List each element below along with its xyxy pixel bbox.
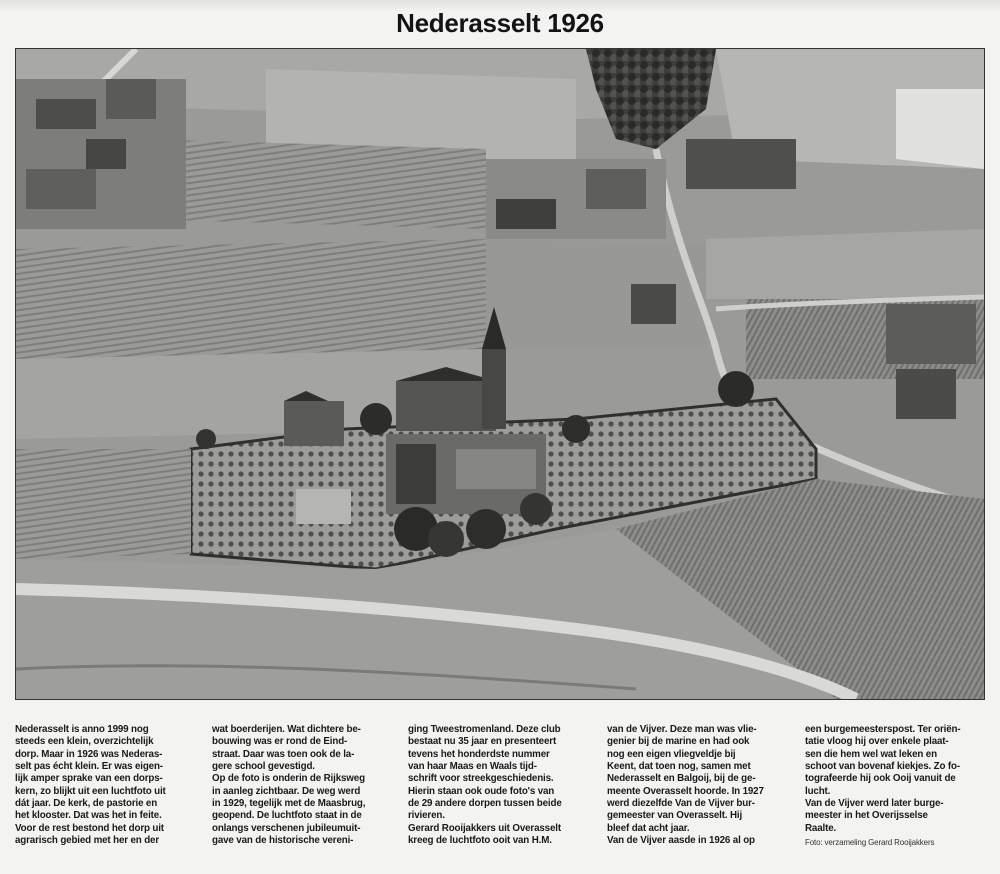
- text-line: van haar Maas en Waals tijd-: [408, 761, 537, 773]
- text-line: onlangs verschenen jubileumuit-: [212, 822, 361, 834]
- aerial-photo-illustration: [16, 49, 984, 699]
- text-line: kreeg de luchtfoto ooit van H.M.: [408, 835, 552, 847]
- text-line: gemeester van Overasselt. Hij: [607, 810, 743, 822]
- text-line: Raalte.: [805, 822, 837, 834]
- text-line: steeds een klein, overzichtelijk: [15, 736, 154, 748]
- text-line: Nederasselt en Balgoij, bij de ge-: [607, 773, 756, 785]
- text-line: Van de Vijver aasde in 1926 al op: [607, 835, 755, 847]
- article-column-2: [212, 724, 390, 847]
- text-line: Voor de rest bestond het dorp uit: [15, 822, 164, 834]
- text-line: werd diezelfde Van de Vijver bur-: [607, 798, 755, 810]
- text-line: sen die hem wel wat leken en: [805, 748, 937, 760]
- text-line: Hierin staan ook oude foto's van: [408, 785, 555, 797]
- text-line: Keent, dat toen nog, samen met: [607, 761, 751, 773]
- text-line: rivieren.: [408, 810, 445, 822]
- text-line: genier bij de marine en had ook: [607, 736, 750, 748]
- article-column-4: [607, 724, 785, 847]
- text-line: dát jaar. De kerk, de pastorie en: [15, 798, 158, 810]
- page-title: Nederasselt 1926: [396, 8, 604, 38]
- text-line: Nederasselt is anno 1999 nog: [15, 724, 149, 735]
- text-line: bleef dat acht jaar.: [607, 822, 690, 834]
- text-line: dorp. Maar in 1926 was Nederas-: [15, 748, 163, 760]
- text-line: de 29 andere dorpen tussen beide: [408, 798, 562, 810]
- text-line: bestaat nu 35 jaar en presenteert: [408, 736, 557, 748]
- article-body: [15, 724, 985, 874]
- text-line: meester in het Overijsselse: [805, 810, 928, 822]
- text-line: gave van de historische vereni-: [212, 835, 354, 847]
- text-line: Op de foto is onderin de Rijksweg: [212, 773, 365, 785]
- text-line: straat. Daar was toen ook de la-: [212, 748, 355, 760]
- text-line: tevens het honderdste nummer: [408, 748, 550, 760]
- text-line: selt pas écht klein. Er was eigen-: [15, 761, 163, 773]
- text-line: wat boerderijen. Wat dichtere be-: [212, 724, 361, 735]
- text-line: ging Tweestromenland. Deze club: [408, 724, 561, 735]
- text-line: schoot van bovenaf kiekjes. Zo fo-: [805, 761, 960, 773]
- article-column-1: [15, 724, 193, 847]
- text-line: agrarisch gebied met her en der: [15, 835, 159, 847]
- photo-credit: Foto: verzameling Gerard Rooijakkers: [805, 838, 935, 848]
- text-line: meente Overasselt hoorde. In 1927: [607, 785, 764, 797]
- text-line: Gerard Rooijakkers uit Overasselt: [408, 822, 561, 834]
- text-line: gere school gevestigd.: [212, 761, 315, 773]
- text-line: lijk amper sprake van een dorps-: [15, 773, 163, 785]
- text-line: tografeerde hij ook Ooij vanuit de: [805, 773, 956, 785]
- text-line: in aanleg zichtbaar. De weg werd: [212, 785, 361, 797]
- text-line: tatie vloog hij over enkele plaat-: [805, 736, 949, 748]
- text-line: in 1929, tegelijk met de Maasbrug,: [212, 798, 366, 810]
- text-line: bouwing was er rond de Eind-: [212, 736, 348, 748]
- article-column-3: [408, 724, 586, 847]
- text-line: lucht.: [805, 785, 831, 797]
- text-line: een burgemeesterspost. Ter oriën-: [805, 724, 961, 735]
- text-line: nog een eigen vliegveldje bij: [607, 748, 736, 760]
- text-line: Van de Vijver werd later burge-: [805, 798, 944, 810]
- text-line: schrift voor streekgeschiedenis.: [408, 773, 554, 785]
- text-line: kern, zo blijkt uit een luchtfoto uit: [15, 785, 166, 797]
- aerial-photograph: [15, 48, 985, 700]
- article-column-5: [805, 724, 983, 848]
- text-line: het klooster. Dat was het in feite.: [15, 810, 162, 822]
- text-line: geopend. De luchtfoto staat in de: [212, 810, 362, 822]
- text-line: van de Vijver. Deze man was vlie-: [607, 724, 757, 735]
